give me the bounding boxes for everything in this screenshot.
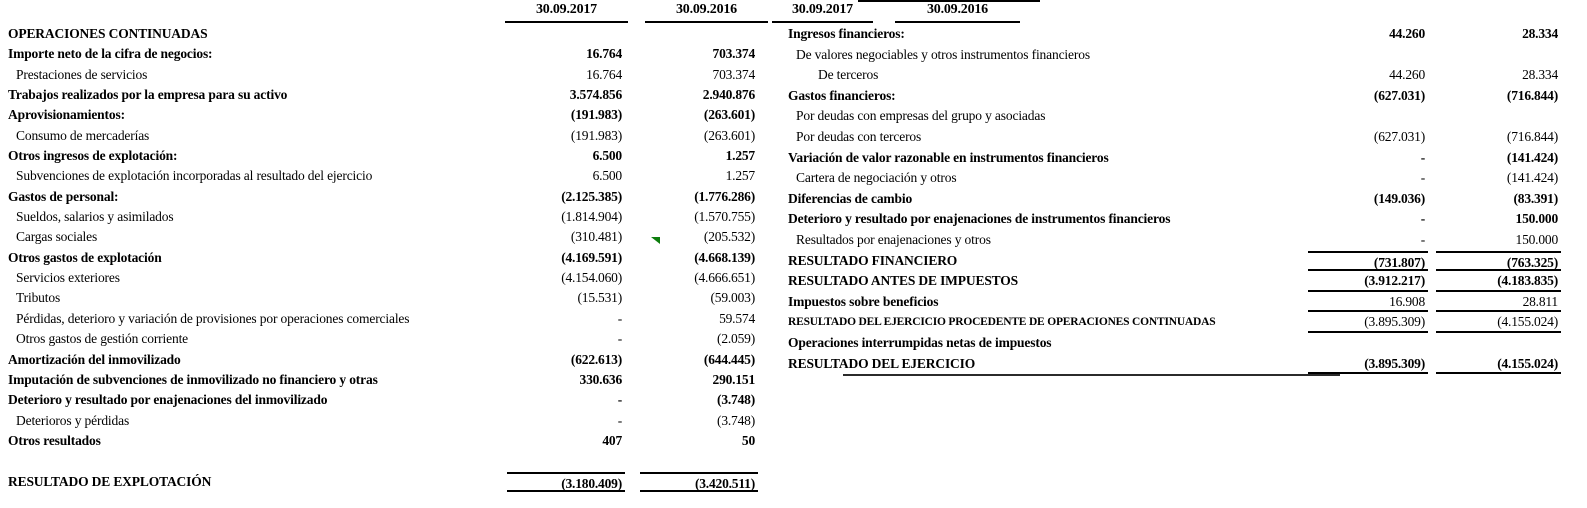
value-2017: 6.500 — [592, 168, 622, 184]
row-label: RESULTADO ANTES DE IMPUESTOS — [788, 273, 1019, 289]
row-label: Pérdidas, deterioro y variación de provisiones por operaciones comerciales — [16, 310, 410, 326]
row-label: Deterioro y resultado por enajenaciones del inmovilizado — [8, 392, 328, 408]
value-2017: (310.481) — [570, 229, 622, 245]
row-label: Consumo de mercaderías — [16, 127, 150, 143]
table-row — [788, 127, 1561, 148]
value-2017: (731.807) — [1308, 251, 1428, 272]
value-2017: (3.895.309) — [1308, 354, 1428, 375]
value-2017: - — [1420, 149, 1425, 165]
value-2016: (141.424) — [1506, 170, 1558, 186]
panel-resultado-financiero — [788, 0, 1561, 374]
value-2017: - — [617, 331, 622, 347]
value-2016: 1.257 — [725, 168, 755, 184]
table-row — [8, 187, 758, 207]
table-row — [8, 126, 758, 146]
value-2017: (1.814.904) — [561, 209, 622, 225]
panel-operaciones-continuadas — [8, 0, 758, 492]
value-2017: (627.031) — [1373, 87, 1425, 103]
row-label: Operaciones interrumpidas netas de impuestos — [788, 334, 1052, 350]
column-header-2016: 30.09.2016 — [645, 1, 768, 23]
row-label: Subvenciones de explotación incorporadas al resultado del ejercicio — [16, 168, 373, 184]
row-label: Amortización del inmovilizado — [8, 351, 181, 367]
value-2016 — [1436, 45, 1561, 66]
value-2016: (205.532) — [703, 229, 755, 245]
value-2017: 16.908 — [1308, 292, 1428, 313]
value-2016: (3.748) — [717, 412, 755, 428]
value-2016: 2.940.876 — [702, 87, 755, 103]
row-label: Deterioro y resultado por enajenaciones de instrumentos financieros — [788, 211, 1171, 227]
table-row — [8, 411, 758, 431]
value-2016: (644.445) — [703, 351, 755, 367]
value-2016 — [1436, 106, 1561, 127]
value-2017: (4.154.060) — [561, 270, 622, 286]
table-row — [8, 268, 758, 288]
table-row — [788, 106, 1561, 127]
row-label: RESULTADO FINANCIERO — [788, 252, 958, 268]
table-row — [8, 451, 758, 471]
column-header-2017: 30.09.2017 — [505, 1, 628, 23]
value-2017: 6.500 — [592, 148, 622, 164]
value-2016: (263.601) — [703, 127, 755, 143]
value-2016: (141.424) — [1506, 149, 1558, 165]
table-row — [788, 168, 1561, 189]
value-2017: 3.574.856 — [569, 87, 622, 103]
value-2017: (149.036) — [1373, 190, 1425, 206]
value-2016 — [640, 24, 758, 44]
value-2017: - — [617, 412, 622, 428]
table-row — [8, 390, 758, 410]
value-2016: (763.325) — [1436, 251, 1561, 272]
value-2017: (3.180.409) — [507, 472, 625, 492]
value-2017 — [1308, 45, 1428, 66]
table-row — [788, 354, 1561, 375]
value-2017: - — [617, 392, 622, 408]
value-2016: 150.000 — [1515, 231, 1558, 247]
value-2017: - — [617, 310, 622, 326]
value-2017: - — [1420, 170, 1425, 186]
value-2017: 44.260 — [1389, 26, 1425, 41]
value-2017: 44.260 — [1389, 67, 1425, 83]
value-2016: (263.601) — [703, 107, 755, 123]
table-row — [8, 85, 758, 105]
value-2017: (191.983) — [570, 107, 622, 123]
table-row — [788, 189, 1561, 210]
row-label: Importe neto de la cifra de negocios: — [8, 46, 213, 62]
row-label: Resultados por enajenaciones y otros — [796, 231, 991, 247]
row-label: Variación de valor razonable en instrumentos financieros — [788, 149, 1109, 165]
table-row — [8, 146, 758, 166]
row-label: De valores negociables y otros instrumentos financieros — [796, 46, 1090, 62]
value-2016: (3.748) — [717, 392, 755, 408]
value-2016 — [1436, 333, 1561, 354]
left-column-headers — [8, 0, 758, 24]
right-rows — [788, 24, 1561, 374]
value-2017: - — [1420, 231, 1425, 247]
row-label: RESULTADO DEL EJERCICIO — [788, 355, 976, 371]
value-2016: (4.666.651) — [694, 270, 755, 286]
table-row — [8, 105, 758, 125]
table-row — [8, 24, 758, 44]
value-2016: (716.844) — [1506, 128, 1558, 144]
table-row — [788, 86, 1561, 107]
value-2016: 703.374 — [712, 66, 755, 82]
table-row — [8, 329, 758, 349]
row-label: Prestaciones de servicios — [16, 66, 148, 82]
table-row — [788, 271, 1561, 292]
value-2016: 703.374 — [712, 46, 755, 62]
table-row — [788, 292, 1561, 313]
row-label: Por deudas con empresas del grupo y asociadas — [796, 108, 1046, 124]
row-label: Sueldos, salarios y asimilados — [16, 209, 174, 225]
table-row — [8, 166, 758, 186]
row-label: Impuestos sobre beneficios — [788, 293, 939, 309]
value-2016: (4.155.024) — [1436, 312, 1561, 333]
table-row — [8, 370, 758, 390]
row-label: Otros resultados — [8, 432, 101, 448]
value-2016: (716.844) — [1506, 87, 1558, 103]
row-label: Otros gastos de gestión corriente — [16, 331, 189, 347]
row-label: Cargas sociales — [16, 229, 98, 245]
value-2016: (4.183.835) — [1436, 271, 1561, 292]
table-row — [788, 251, 1561, 272]
value-2016: (83.391) — [1513, 190, 1558, 206]
table-row — [788, 65, 1561, 86]
row-label: Tributos — [16, 290, 61, 306]
right-column-headers — [788, 0, 1561, 24]
table-row — [8, 44, 758, 64]
table-row — [8, 350, 758, 370]
table-row — [8, 472, 758, 492]
value-2016: (1.570.755) — [694, 209, 755, 225]
table-row — [8, 431, 758, 451]
value-2017: 16.764 — [586, 46, 622, 62]
value-2016: 50 — [741, 432, 755, 448]
value-2016: (4.155.024) — [1436, 354, 1561, 375]
value-2017: (4.169.591) — [561, 249, 622, 265]
row-label: Servicios exteriores — [16, 270, 120, 286]
row-label: Otros ingresos de explotación: — [8, 148, 178, 164]
value-2016: (3.420.511) — [640, 472, 758, 492]
row-label: Ingresos financieros: — [788, 26, 905, 41]
row-label: Por deudas con terceros — [796, 128, 922, 144]
value-2017: - — [1420, 211, 1425, 227]
cell-comment-marker-icon — [651, 237, 660, 244]
row-label: Imputación de subvenciones de inmovilizado no financiero y otras — [8, 371, 378, 387]
table-row — [788, 333, 1561, 354]
table-row — [8, 248, 758, 268]
table-row — [788, 148, 1561, 169]
table-row — [8, 65, 758, 85]
table-row — [8, 288, 758, 308]
value-2016: 28.334 — [1522, 67, 1558, 83]
value-2016: (59.003) — [710, 290, 755, 306]
row-label: OPERACIONES CONTINUADAS — [8, 26, 208, 41]
row-label: RESULTADO DEL EJERCICIO PROCEDENTE DE OPERACIONES CONTINUADAS — [788, 316, 1216, 329]
value-2017: (3.912.217) — [1308, 271, 1428, 292]
value-2017: (622.613) — [570, 351, 622, 367]
value-2016: 1.257 — [725, 148, 755, 164]
row-label: Aprovisionamientos: — [8, 107, 125, 123]
bottom-rule — [843, 374, 1340, 376]
table-row — [788, 24, 1561, 45]
row-label: Gastos financieros: — [788, 87, 896, 103]
value-2017: (191.983) — [570, 127, 622, 143]
value-2016: 150.000 — [1515, 211, 1558, 227]
row-label: Diferencias de cambio — [788, 190, 913, 206]
row-label: Trabajos realizados por la empresa para su activo — [8, 87, 288, 103]
table-row — [8, 309, 758, 329]
table-row — [8, 207, 758, 227]
row-label: Cartera de negociación y otros — [796, 170, 957, 186]
value-2017 — [507, 24, 625, 44]
table-row — [8, 227, 758, 247]
table-row — [788, 312, 1561, 333]
value-2017: 407 — [602, 432, 622, 448]
table-row — [788, 230, 1561, 251]
row-label: Otros gastos de explotación — [8, 249, 162, 265]
value-2016: 28.811 — [1436, 292, 1561, 313]
value-2016: (1.776.286) — [694, 188, 755, 204]
table-row — [788, 45, 1561, 66]
value-2017 — [1308, 106, 1428, 127]
row-label: Gastos de personal: — [8, 188, 119, 204]
value-2017: (627.031) — [1373, 128, 1425, 144]
value-2017: (3.895.309) — [1308, 312, 1428, 333]
row-label: De terceros — [818, 67, 879, 83]
value-2016: 290.151 — [712, 371, 755, 387]
left-rows — [8, 24, 758, 492]
value-2017: 16.764 — [586, 66, 622, 82]
table-row — [788, 209, 1561, 230]
column-header-2017: 30.09.2017 — [772, 1, 873, 23]
value-2017: (15.531) — [577, 290, 622, 306]
value-2016: 28.334 — [1522, 26, 1558, 41]
value-2016: (2.059) — [717, 331, 755, 347]
row-label: RESULTADO DE EXPLOTACIÓN — [8, 473, 212, 489]
value-2017 — [1308, 333, 1428, 354]
value-2016: 59.574 — [719, 310, 755, 326]
column-header-2016: 30.09.2016 — [895, 1, 1020, 23]
value-2017: 330.636 — [579, 371, 622, 387]
row-label: Deterioros y pérdidas — [16, 412, 130, 428]
value-2017: (2.125.385) — [561, 188, 622, 204]
value-2016: (4.668.139) — [694, 249, 755, 265]
